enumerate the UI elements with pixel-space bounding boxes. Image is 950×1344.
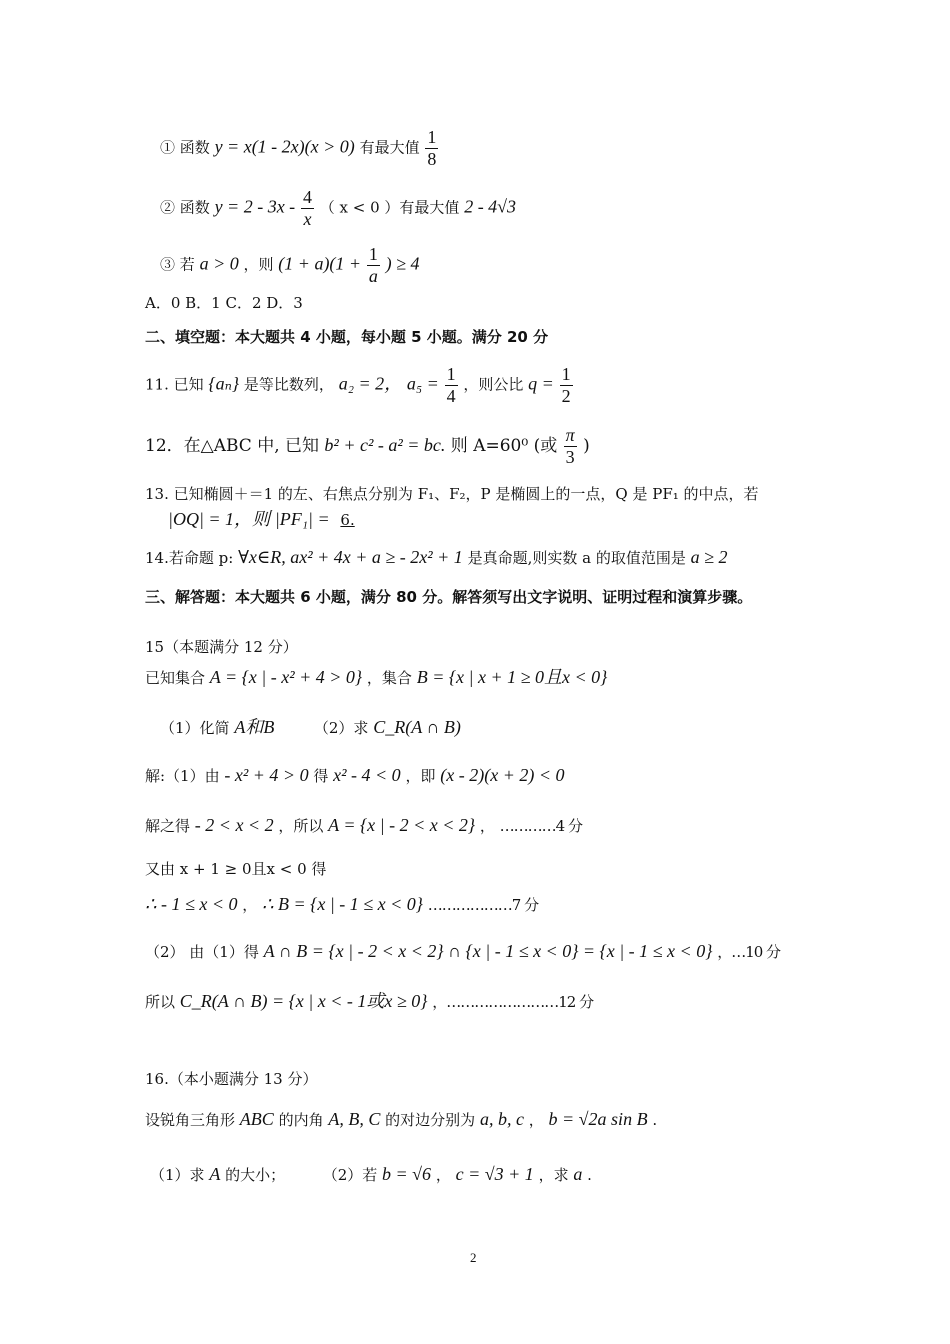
- q15-sol1-expr1: - x² + 4 > 0: [224, 765, 309, 785]
- q15-given-a: 已知集合: [145, 669, 206, 687]
- frac-denominator: a: [368, 265, 378, 286]
- q15-solution-6: [145, 992, 593, 1010]
- q10-item-1-expr: y = x(1 - 2x)(x > 0): [214, 136, 355, 157]
- q11: [145, 365, 574, 406]
- q10-item-2-expr: y = 2 - 3x -: [214, 196, 296, 217]
- q11-q-fraction: [560, 365, 573, 406]
- q16-part2-var: a: [573, 1164, 583, 1184]
- frac-numerator: 1: [446, 364, 456, 384]
- q15-solution-1: [145, 766, 565, 784]
- q16-part2-c: ，求: [538, 1166, 569, 1184]
- q16-part1-var: A: [209, 1164, 221, 1184]
- q10-item-1-prefix: ① 函数: [160, 138, 210, 157]
- frac-denominator: 2: [561, 385, 571, 406]
- q15-given-b: ，集合: [366, 669, 412, 687]
- q16-part1-b: 的大小；: [225, 1166, 286, 1184]
- q12-text-b: 则 A=60⁰ (或: [450, 435, 558, 456]
- q14-text-a: 14.若命题 p:: [145, 549, 234, 567]
- q15-sol2-c: ，: [479, 817, 495, 835]
- q16-part2-end: .: [587, 1166, 592, 1184]
- q11-text-a: 11. 已知: [145, 375, 204, 394]
- q11-a2: a₂ = 2，: [338, 373, 403, 394]
- frac-numerator: π: [565, 425, 575, 445]
- q15-solution-3: 又由 x + 1 ≥ 0且x < 0 得: [145, 860, 327, 878]
- q16-text-b: 的内角: [278, 1111, 324, 1129]
- q16-title: 16.（本小题满分 13 分）: [145, 1070, 318, 1088]
- frac-numerator: 1: [427, 127, 437, 147]
- q13-oq: |OQ| = 1，则: [168, 509, 271, 529]
- q14: [145, 548, 728, 566]
- q10-item-2-value: 2 - 4√3: [464, 196, 517, 217]
- q10-item-1: [160, 128, 439, 169]
- q10-item-2: [160, 188, 516, 229]
- q10-item-3-expr-b: ) ≥ 4: [385, 253, 420, 274]
- q15-sol2-score: …………4 分: [499, 817, 582, 835]
- q15-sol6-a: 所以: [145, 993, 176, 1011]
- q10-item-1-mid: 有最大值: [359, 138, 420, 157]
- frac-numerator: 4: [302, 187, 312, 207]
- frac-denominator: 8: [427, 148, 437, 169]
- q15-sol1-a: 解:（1）由: [145, 767, 220, 785]
- q15-sol4-expr2: ∴ B = {x | - 1 ≤ x < 0}: [262, 894, 423, 914]
- q11-text-c: ，则公比: [463, 375, 524, 394]
- q15-sol4-score: ………………7 分: [427, 896, 539, 914]
- q16-sides: a, b, c: [479, 1109, 524, 1129]
- q12-fraction: [564, 426, 577, 467]
- q15-part2-label: （2）求: [313, 719, 369, 737]
- q10-item-3-cond: a > 0: [199, 253, 239, 274]
- q13-line-2: [168, 510, 361, 528]
- q13-line-1: 13. 已知椭圆＋＝1 的左、右焦点分别为 F₁、F₂，P 是椭圆上的一点，Q 是 PF₁ 的中点，若: [145, 485, 759, 503]
- q13-pf1: |PF₁| =: [274, 509, 330, 529]
- q15-sol5-a: （2） 由（1）得: [145, 943, 259, 961]
- q10-item-3: [160, 245, 420, 286]
- q16-condition: b = √2a sin B: [548, 1109, 648, 1129]
- q11-sequence: {aₙ}: [208, 373, 240, 394]
- q15-solution-5: [145, 942, 780, 960]
- frac-numerator: 1: [368, 244, 378, 264]
- q15-title: 15（本题满分 12 分）: [145, 638, 298, 656]
- q16-text-d: ，: [528, 1111, 544, 1129]
- q16-statement: [145, 1110, 657, 1128]
- q15-sol5-expr: A ∩ B = {x | - 2 < x < 2} ∩ {x | - 1 ≤ x < 0} = {x | - 1 ≤ x < 0}: [263, 941, 713, 961]
- q15-solution-2: [145, 816, 582, 834]
- q16-text-e: .: [652, 1111, 658, 1129]
- q15-sol1-expr2: x² - 4 < 0: [333, 765, 401, 785]
- q16-part1-a: （1）求: [150, 1166, 205, 1184]
- q10-item-2-cond: （ x < 0 ）有最大值: [319, 198, 460, 217]
- q10-item-2-fraction: [301, 188, 314, 229]
- q12-text-c: ): [583, 435, 590, 456]
- q11-a5-fraction: [445, 365, 458, 406]
- q15-parts: [160, 718, 461, 736]
- q15-part2-expr: C_R(A ∩ B): [373, 717, 461, 737]
- q16-triangle: ABC: [239, 1109, 274, 1129]
- q11-text-b: 是等比数列，: [243, 375, 334, 394]
- q15-sol1-b: 得: [313, 767, 329, 785]
- q16-angles: A, B, C: [328, 1109, 381, 1129]
- q15-set-b: B = {x | x + 1 ≥ 0且x < 0}: [416, 667, 608, 687]
- q15-set-a: A = {x | - x² + 4 > 0}: [209, 667, 363, 687]
- q15-sol4-b: ，: [242, 896, 258, 914]
- q16-parts: [150, 1165, 592, 1183]
- q14-expr: ∀x∈R, ax² + 4x + a ≥ - 2x² + 1: [238, 547, 463, 567]
- q10-item-2-prefix: ② 函数: [160, 198, 210, 217]
- q15-part1-expr: A和B: [234, 717, 275, 737]
- q16-part2-a: （2）若: [322, 1166, 378, 1184]
- q12-expr: b² + c² - a² = bc.: [324, 434, 446, 455]
- q10-item-3-mid: ，则: [243, 255, 274, 274]
- q16-text-c: 的对边分别为: [385, 1111, 476, 1129]
- q10-item-3-fraction: [367, 245, 380, 286]
- q15-sol2-b: ，所以: [278, 817, 324, 835]
- q15-solution-4: [145, 895, 538, 913]
- q16-part2-c-value: c = √3 + 1: [455, 1164, 534, 1184]
- q15-sol1-expr3: (x - 2)(x + 2) < 0: [440, 765, 565, 785]
- q10-item-3-expr-a: (1 + a)(1 +: [278, 253, 362, 274]
- frac-denominator: 3: [565, 446, 575, 467]
- q12-text-a: 12．在△ABC 中, 已知: [145, 435, 320, 456]
- q16-text-a: 设锐角三角形: [145, 1111, 236, 1129]
- q15-part1-label: （1）化简: [160, 719, 230, 737]
- section-3-heading: 三、解答题：本大题共 6 小题，满分 80 分。解答须写出文字说明、证明过程和演算步骤。: [145, 588, 753, 606]
- q16-part2-b-value: b = √6: [382, 1164, 432, 1184]
- q15-sol2-a: 解之得: [145, 817, 191, 835]
- q12: [145, 426, 590, 467]
- q15-given: [145, 668, 607, 686]
- q10-item-3-prefix: ③ 若: [160, 255, 195, 274]
- q10-options: A．0 B．1 C．2 D．3: [145, 294, 303, 312]
- page-number: 2: [470, 1250, 477, 1265]
- q14-text-b: 是真命题,则实数 a 的取值范围是: [467, 549, 686, 567]
- q15-sol2-expr1: - 2 < x < 2: [194, 815, 274, 835]
- frac-denominator: x: [303, 208, 312, 229]
- q15-sol6-score: ，……………………12 分: [432, 993, 594, 1011]
- frac-numerator: 1: [561, 364, 571, 384]
- q15-sol1-c: ，即: [405, 767, 436, 785]
- q15-sol6-expr: C_R(A ∩ B) = {x | x < - 1或x ≥ 0}: [179, 991, 428, 1011]
- q10-item-1-fraction: [425, 128, 438, 169]
- q15-sol4-expr1: ∴ - 1 ≤ x < 0: [145, 894, 238, 914]
- q14-answer: a ≥ 2: [690, 547, 728, 567]
- q15-sol5-score: ，…10 分: [717, 943, 781, 961]
- frac-denominator: 4: [446, 385, 456, 406]
- section-2-heading: 二、填空题：本大题共 4 小题，每小题 5 小题。满分 20 分: [145, 328, 549, 346]
- q11-a5: a₅ =: [406, 373, 439, 394]
- q13-answer: 6.: [340, 511, 355, 529]
- q15-sol2-expr2: A = {x | - 2 < x < 2}: [328, 815, 476, 835]
- q16-part2-sep: ，: [435, 1166, 451, 1184]
- q11-q: q =: [528, 373, 554, 394]
